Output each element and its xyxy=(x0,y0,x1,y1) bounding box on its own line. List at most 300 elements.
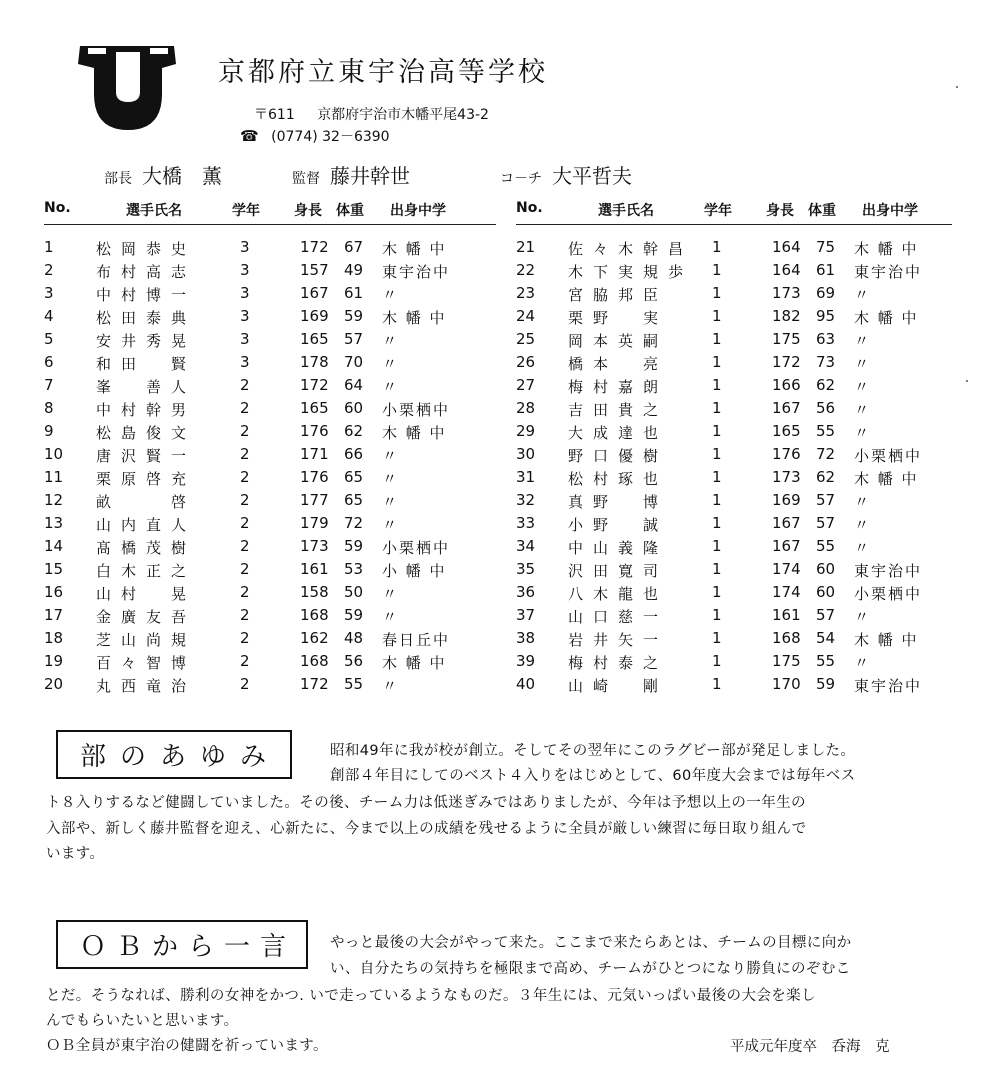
player-school: 木 幡 中 xyxy=(854,470,919,488)
player-no: 34 xyxy=(516,537,536,555)
player-name: 中村博一 xyxy=(96,286,197,304)
player-row xyxy=(44,673,496,696)
player-weight: 65 xyxy=(344,468,364,486)
staff-kantoku xyxy=(292,160,410,189)
player-weight: 61 xyxy=(816,261,836,279)
history-line: ト８入りするなど健闘していました。その後、チーム力は低迷ぎみではありましたが、今年は予想以上の一年生の xyxy=(46,795,806,811)
phone-number: (0774) 32－6390 xyxy=(271,129,390,145)
player-weight: 56 xyxy=(344,652,364,670)
player-row xyxy=(516,673,952,696)
player-height: 167 xyxy=(772,514,801,532)
player-weight: 55 xyxy=(816,537,836,555)
player-no: 35 xyxy=(516,560,536,578)
school-logo-icon xyxy=(76,42,180,132)
player-height: 167 xyxy=(300,284,329,302)
player-no: 40 xyxy=(516,675,536,693)
player-weight: 49 xyxy=(344,261,364,279)
player-school: 〃 xyxy=(854,401,872,419)
player-school: 木 幡 中 xyxy=(382,654,447,672)
player-row xyxy=(516,627,952,650)
player-height: 168 xyxy=(300,652,329,670)
player-height: 172 xyxy=(300,675,329,693)
player-name: 丸西竜治 xyxy=(96,677,197,695)
player-school: 木 幡 中 xyxy=(854,240,919,258)
player-no: 25 xyxy=(516,330,536,348)
player-grade: 2 xyxy=(240,652,250,670)
header-height: 身長 xyxy=(294,203,322,219)
player-name: 宮脇邦臣 xyxy=(568,286,669,304)
player-name: 金廣友吾 xyxy=(96,608,197,626)
player-name: 梅村嘉朗 xyxy=(568,378,669,396)
player-name: 吉田貴之 xyxy=(568,401,669,419)
staff-role: コ－チ xyxy=(500,171,542,187)
player-grade: 3 xyxy=(240,238,250,256)
player-row xyxy=(516,581,952,604)
player-weight: 60 xyxy=(816,560,836,578)
player-school: 小 幡 中 xyxy=(382,562,447,580)
player-no: 17 xyxy=(44,606,64,624)
player-height: 175 xyxy=(772,652,801,670)
player-grade: 1 xyxy=(712,376,722,394)
player-row xyxy=(44,236,496,259)
player-name: 髙橋茂樹 xyxy=(96,539,197,557)
player-school: 小栗栖中 xyxy=(854,447,923,465)
player-no: 19 xyxy=(44,652,64,670)
player-school: 〃 xyxy=(854,654,872,672)
player-grade: 1 xyxy=(712,491,722,509)
player-no: 33 xyxy=(516,514,536,532)
player-row xyxy=(44,282,496,305)
player-height: 168 xyxy=(772,629,801,647)
player-no: 39 xyxy=(516,652,536,670)
player-grade: 1 xyxy=(712,606,722,624)
player-no: 36 xyxy=(516,583,536,601)
player-school: 〃 xyxy=(854,286,872,304)
player-row xyxy=(44,305,496,328)
player-grade: 1 xyxy=(712,307,722,325)
player-weight: 62 xyxy=(816,468,836,486)
player-grade: 1 xyxy=(712,560,722,578)
player-name: 中山義隆 xyxy=(568,539,669,557)
player-row xyxy=(516,558,952,581)
player-height: 165 xyxy=(300,399,329,417)
player-weight: 59 xyxy=(344,606,364,624)
player-no: 4 xyxy=(44,307,54,325)
player-school: 木 幡 中 xyxy=(854,631,919,649)
player-no: 29 xyxy=(516,422,536,440)
player-school: 〃 xyxy=(382,608,400,626)
ob-line: い、自分たちの気持ちを極限まで高め、チームがひとつになり勝負にのぞむこ xyxy=(330,961,851,977)
player-weight: 64 xyxy=(344,376,364,394)
player-row xyxy=(44,512,496,535)
player-weight: 59 xyxy=(344,307,364,325)
roster-right xyxy=(516,198,952,696)
player-school: 〃 xyxy=(382,585,400,603)
player-no: 21 xyxy=(516,238,536,256)
player-school: 〃 xyxy=(382,355,400,373)
staff-bucho xyxy=(104,160,222,189)
player-row xyxy=(44,466,496,489)
player-school: 木 幡 中 xyxy=(382,309,447,327)
player-no: 23 xyxy=(516,284,536,302)
school-name: 京都府立東宇治高等学校 xyxy=(218,57,548,88)
player-grade: 1 xyxy=(712,629,722,647)
player-school: 木 幡 中 xyxy=(854,309,919,327)
player-weight: 67 xyxy=(344,238,364,256)
player-row xyxy=(44,627,496,650)
roster-header xyxy=(516,198,952,225)
player-row xyxy=(516,351,952,374)
ob-title: ＯＢから一言 xyxy=(56,920,308,969)
player-no: 8 xyxy=(44,399,54,417)
history-line: 入部や、新しく藤井監督を迎え、心新たに、今まで以上の成績を残せるように全員が厳しい練習に毎日取り組んで xyxy=(46,821,807,837)
player-row xyxy=(516,305,952,328)
player-school: 〃 xyxy=(382,493,400,511)
player-weight: 60 xyxy=(344,399,364,417)
player-school: 〃 xyxy=(854,424,872,442)
player-name: 松村琢也 xyxy=(568,470,669,488)
player-no: 10 xyxy=(44,445,64,463)
player-school: 東宇治中 xyxy=(382,263,451,281)
player-weight: 55 xyxy=(816,422,836,440)
player-no: 12 xyxy=(44,491,64,509)
player-school: 東宇治中 xyxy=(854,562,923,580)
player-weight: 61 xyxy=(344,284,364,302)
player-no: 37 xyxy=(516,606,536,624)
player-row xyxy=(44,443,496,466)
staff-role: 監督 xyxy=(292,171,320,187)
player-height: 176 xyxy=(772,445,801,463)
player-grade: 3 xyxy=(240,284,250,302)
player-name: 栗原啓充 xyxy=(96,470,197,488)
player-school: 〃 xyxy=(854,493,872,511)
player-grade: 2 xyxy=(240,445,250,463)
header-name: 選手氏名 xyxy=(598,203,654,219)
staff-name: 大橋 薫 xyxy=(142,164,222,188)
player-weight: 65 xyxy=(344,491,364,509)
player-weight: 59 xyxy=(816,675,836,693)
player-grade: 2 xyxy=(240,537,250,555)
player-height: 172 xyxy=(300,238,329,256)
player-no: 2 xyxy=(44,261,54,279)
address-line xyxy=(254,104,507,124)
player-name: 松島俊文 xyxy=(96,424,197,442)
player-row xyxy=(44,420,496,443)
player-grade: 1 xyxy=(712,445,722,463)
player-name: 大成達也 xyxy=(568,424,669,442)
player-grade: 1 xyxy=(712,284,722,302)
player-height: 182 xyxy=(772,307,801,325)
player-weight: 48 xyxy=(344,629,364,647)
player-grade: 2 xyxy=(240,675,250,693)
ob-line: とだ。そうなれば、勝利の女神をかつ. いで走っているようなものだ。３年生には、元気いっぱい最後の大会を楽し xyxy=(46,988,816,1004)
player-school: 〃 xyxy=(382,332,400,350)
player-height: 173 xyxy=(772,284,801,302)
player-school: 木 幡 中 xyxy=(382,240,447,258)
player-grade: 1 xyxy=(712,675,722,693)
player-school: 〃 xyxy=(854,355,872,373)
player-row xyxy=(516,374,952,397)
player-height: 171 xyxy=(300,445,329,463)
player-name: 栗野 実 xyxy=(568,309,669,327)
player-row xyxy=(44,489,496,512)
phone-line xyxy=(240,126,390,146)
player-school: 〃 xyxy=(382,447,400,465)
player-name: 小野 誠 xyxy=(568,516,669,534)
player-school: 〃 xyxy=(854,378,872,396)
player-grade: 3 xyxy=(240,330,250,348)
player-school: 〃 xyxy=(854,539,872,557)
player-no: 20 xyxy=(44,675,64,693)
scan-speck xyxy=(966,380,968,382)
ob-signature: 平成元年度卒 呑海 克 xyxy=(730,1039,890,1055)
player-height: 162 xyxy=(300,629,329,647)
player-no: 38 xyxy=(516,629,536,647)
header-grade: 学年 xyxy=(232,203,260,219)
player-weight: 55 xyxy=(344,675,364,693)
player-row xyxy=(44,650,496,673)
player-weight: 57 xyxy=(344,330,364,348)
header-height: 身長 xyxy=(766,203,794,219)
player-row xyxy=(44,259,496,282)
player-name: 百々智博 xyxy=(96,654,197,672)
history-line: います。 xyxy=(46,846,105,862)
player-height: 165 xyxy=(300,330,329,348)
player-name: 松岡恭史 xyxy=(96,240,197,258)
staff-coach xyxy=(500,160,632,189)
player-height: 177 xyxy=(300,491,329,509)
player-height: 172 xyxy=(300,376,329,394)
header-grade: 学年 xyxy=(704,203,732,219)
player-height: 174 xyxy=(772,583,801,601)
player-height: 161 xyxy=(300,560,329,578)
player-name: 布村高志 xyxy=(96,263,197,281)
history-title: 部のあゆみ xyxy=(56,730,292,779)
player-height: 164 xyxy=(772,238,801,256)
player-height: 161 xyxy=(772,606,801,624)
player-grade: 1 xyxy=(712,583,722,601)
player-no: 5 xyxy=(44,330,54,348)
player-weight: 62 xyxy=(344,422,364,440)
player-weight: 57 xyxy=(816,491,836,509)
player-school: 木 幡 中 xyxy=(382,424,447,442)
player-grade: 1 xyxy=(712,537,722,555)
player-height: 167 xyxy=(772,537,801,555)
player-no: 30 xyxy=(516,445,536,463)
player-school: 春日丘中 xyxy=(382,631,451,649)
player-row xyxy=(44,558,496,581)
player-row xyxy=(44,581,496,604)
player-school: 小栗栖中 xyxy=(382,401,451,419)
player-no: 1 xyxy=(44,238,54,256)
player-name: 中村幹男 xyxy=(96,401,197,419)
player-grade: 1 xyxy=(712,652,722,670)
player-row xyxy=(516,328,952,351)
player-row xyxy=(516,512,952,535)
player-row xyxy=(516,443,952,466)
player-height: 173 xyxy=(772,468,801,486)
player-no: 7 xyxy=(44,376,54,394)
player-school: 〃 xyxy=(382,286,400,304)
player-no: 31 xyxy=(516,468,536,486)
player-weight: 63 xyxy=(816,330,836,348)
staff-name: 大平哲夫 xyxy=(552,164,632,188)
player-name: 芝山尚規 xyxy=(96,631,197,649)
player-weight: 62 xyxy=(816,376,836,394)
player-grade: 2 xyxy=(240,376,250,394)
player-school: 〃 xyxy=(382,516,400,534)
player-weight: 95 xyxy=(816,307,836,325)
header-weight: 体重 xyxy=(336,203,364,219)
player-weight: 72 xyxy=(344,514,364,532)
player-grade: 1 xyxy=(712,468,722,486)
telephone-icon: ☎ xyxy=(240,127,259,145)
player-no: 24 xyxy=(516,307,536,325)
player-weight: 55 xyxy=(816,652,836,670)
player-row xyxy=(44,374,496,397)
player-grade: 1 xyxy=(712,238,722,256)
player-row xyxy=(44,604,496,627)
player-name: 橋本 亮 xyxy=(568,355,669,373)
player-row xyxy=(44,328,496,351)
player-height: 167 xyxy=(772,399,801,417)
staff-name: 藤井幹世 xyxy=(330,164,410,188)
player-weight: 69 xyxy=(816,284,836,302)
player-height: 169 xyxy=(300,307,329,325)
roster-header xyxy=(44,198,496,225)
player-no: 11 xyxy=(44,468,64,486)
player-row xyxy=(516,397,952,420)
staff-role: 部長 xyxy=(104,171,132,187)
player-height: 179 xyxy=(300,514,329,532)
player-school: 〃 xyxy=(854,516,872,534)
player-weight: 70 xyxy=(344,353,364,371)
player-row xyxy=(516,489,952,512)
player-row xyxy=(516,236,952,259)
player-school: 小栗栖中 xyxy=(854,585,923,603)
player-row xyxy=(516,535,952,558)
player-grade: 1 xyxy=(712,514,722,532)
player-height: 169 xyxy=(772,491,801,509)
player-school: 〃 xyxy=(382,677,400,695)
player-grade: 2 xyxy=(240,629,250,647)
player-name: 和田 賢 xyxy=(96,355,197,373)
roster-left xyxy=(44,198,496,696)
player-name: 山崎 剛 xyxy=(568,677,669,695)
player-grade: 2 xyxy=(240,606,250,624)
player-name: 佐々木幹昌 xyxy=(568,240,694,258)
player-name: 唐沢賢一 xyxy=(96,447,197,465)
player-school: 〃 xyxy=(854,608,872,626)
player-weight: 59 xyxy=(344,537,364,555)
player-row xyxy=(44,397,496,420)
header-no: No. xyxy=(44,200,71,216)
history-line: 昭和49年に我が校が創立。そしてその翌年にこのラグビー部が発足しました。 xyxy=(330,743,856,759)
player-row xyxy=(44,535,496,558)
player-no: 26 xyxy=(516,353,536,371)
player-weight: 57 xyxy=(816,514,836,532)
player-no: 16 xyxy=(44,583,64,601)
player-name: 岡本英嗣 xyxy=(568,332,669,350)
player-school: 東宇治中 xyxy=(854,677,923,695)
player-grade: 3 xyxy=(240,261,250,279)
player-no: 18 xyxy=(44,629,64,647)
player-no: 28 xyxy=(516,399,536,417)
player-grade: 1 xyxy=(712,330,722,348)
player-weight: 72 xyxy=(816,445,836,463)
player-height: 178 xyxy=(300,353,329,371)
player-grade: 1 xyxy=(712,261,722,279)
player-grade: 2 xyxy=(240,583,250,601)
scan-speck xyxy=(956,86,958,88)
player-name: 峯 善人 xyxy=(96,378,197,396)
player-height: 172 xyxy=(772,353,801,371)
player-name: 岩井矢一 xyxy=(568,631,669,649)
player-grade: 2 xyxy=(240,422,250,440)
player-grade: 3 xyxy=(240,307,250,325)
player-row xyxy=(516,604,952,627)
player-name: 八木龍也 xyxy=(568,585,669,603)
player-weight: 73 xyxy=(816,353,836,371)
player-height: 173 xyxy=(300,537,329,555)
player-name: 山村 晃 xyxy=(96,585,197,603)
player-height: 175 xyxy=(772,330,801,348)
player-name: 山口慈一 xyxy=(568,608,669,626)
header-school: 出身中学 xyxy=(862,203,918,219)
player-grade: 2 xyxy=(240,468,250,486)
player-weight: 56 xyxy=(816,399,836,417)
player-no: 22 xyxy=(516,261,536,279)
player-no: 13 xyxy=(44,514,64,532)
player-grade: 2 xyxy=(240,491,250,509)
address: 京都府宇治市木幡平尾43-2 xyxy=(317,107,489,123)
player-height: 166 xyxy=(772,376,801,394)
header-weight: 体重 xyxy=(808,203,836,219)
player-grade: 2 xyxy=(240,560,250,578)
player-weight: 53 xyxy=(344,560,364,578)
player-name: 安井秀晃 xyxy=(96,332,197,350)
player-row xyxy=(516,420,952,443)
player-name: 真野 博 xyxy=(568,493,669,511)
ob-line: ＯＢ全員が東宇治の健闘を祈っています。 xyxy=(46,1038,328,1054)
player-name: 野口優樹 xyxy=(568,447,669,465)
player-weight: 75 xyxy=(816,238,836,256)
player-height: 176 xyxy=(300,422,329,440)
player-weight: 66 xyxy=(344,445,364,463)
player-name: 畝 啓 xyxy=(96,493,197,511)
player-grade: 1 xyxy=(712,422,722,440)
player-grade: 3 xyxy=(240,353,250,371)
postal-code: 〒611 xyxy=(254,107,295,123)
player-no: 3 xyxy=(44,284,54,302)
player-name: 松田泰典 xyxy=(96,309,197,327)
player-school: 〃 xyxy=(854,332,872,350)
player-no: 6 xyxy=(44,353,54,371)
history-line: 創部４年目にしてのベスト４入りをはじめとして、60年度大会までは毎年ベス xyxy=(330,768,856,784)
player-height: 165 xyxy=(772,422,801,440)
player-school: 小栗栖中 xyxy=(382,539,451,557)
player-row xyxy=(516,259,952,282)
player-row xyxy=(516,650,952,673)
player-row xyxy=(516,466,952,489)
player-grade: 2 xyxy=(240,399,250,417)
player-grade: 2 xyxy=(240,514,250,532)
header-no: No. xyxy=(516,200,543,216)
ob-line: やっと最後の大会がやって来た。ここまで来たらあとは、チームの目標に向か xyxy=(330,935,852,951)
player-school: 〃 xyxy=(382,378,400,396)
player-name: 白木正之 xyxy=(96,562,197,580)
player-height: 164 xyxy=(772,261,801,279)
